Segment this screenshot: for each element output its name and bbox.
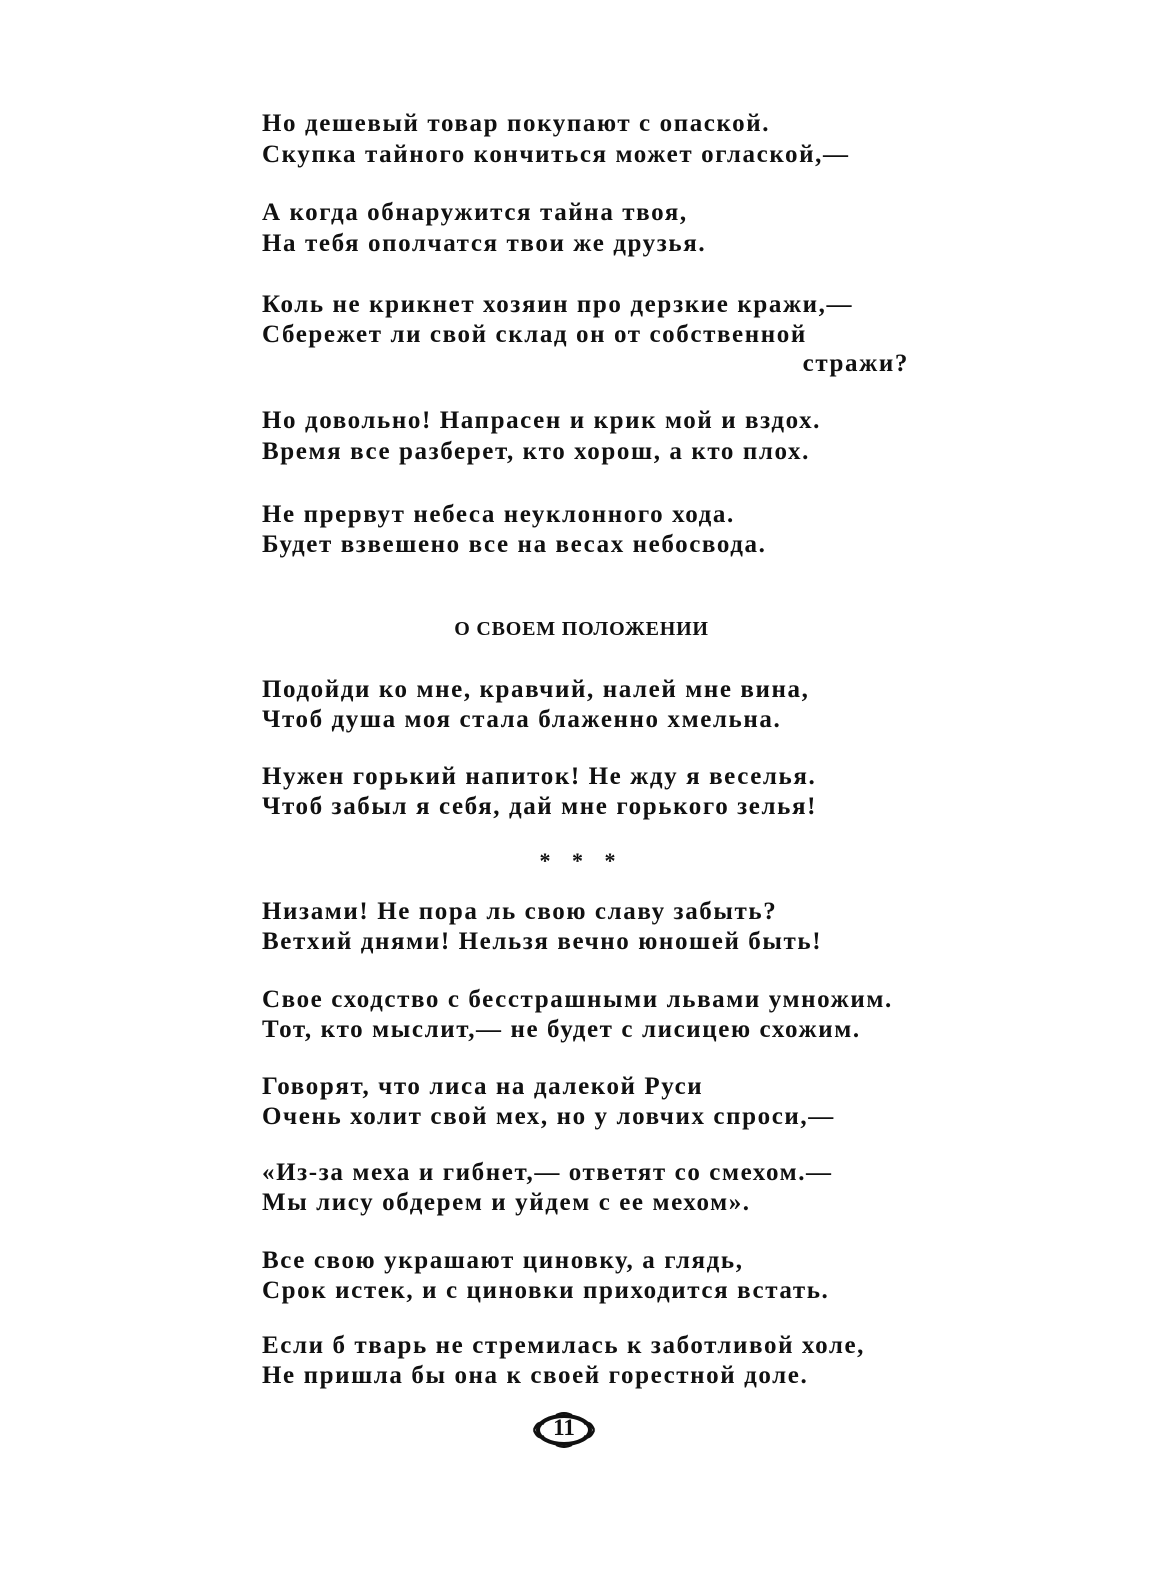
verse-line: Но дешевый товар покупают с опаской. xyxy=(262,110,771,137)
verse-line: Все свою украшают циновку, а глядь, xyxy=(262,1247,744,1274)
verse-line: Подойди ко мне, кравчий, налей мне вина, xyxy=(262,676,810,703)
verse-line: «Из-за меха и гибнет,— ответят со смехом.— xyxy=(262,1159,833,1186)
verse-line: Низами! Не пора ль свою славу забыть? xyxy=(262,898,778,925)
verse-line-continuation: стражи? xyxy=(802,350,909,377)
verse-line: Говорят, что лиса на далекой Руси xyxy=(262,1073,704,1100)
verse-line: Не пришла бы она к своей горестной доле. xyxy=(262,1362,809,1389)
verse-line: Срок истек, и с циновки приходится встать. xyxy=(262,1277,830,1304)
verse-line: Будет взвешено все на весах небосвода. xyxy=(262,531,767,558)
verse-line: Сбережет ли свой склад он от собственной xyxy=(262,321,807,348)
verse-line: Но довольно! Напрасен и крик мой и вздох. xyxy=(262,407,822,434)
verse-line: Время все разберет, кто хорош, а кто плох. xyxy=(262,438,810,465)
verse-line: Не прервут небеса неуклонного хода. xyxy=(262,501,735,528)
verse-line: На тебя ополчатся твои же друзья. xyxy=(262,230,707,257)
verse-line: Скупка тайного кончиться может оглаской,— xyxy=(262,141,850,168)
page-number xyxy=(530,1412,598,1448)
verse-line: Коль не крикнет хозяин про дерзкие кражи,— xyxy=(262,291,854,318)
verse-line: Тот, кто мыслит,— не будет с лисицею схожим. xyxy=(262,1016,861,1043)
verse-line: Ветхий днями! Нельзя вечно юношей быть! xyxy=(262,928,823,955)
section-title: О СВОЕМ ПОЛОЖЕНИИ xyxy=(454,618,709,640)
section-separator: * * * xyxy=(539,848,624,873)
verse-line: Свое сходство с бесстрашными львами умножим. xyxy=(262,986,893,1013)
verse-line: Мы лису обдерем и уйдем с ее мехом». xyxy=(262,1189,751,1216)
verse-line: Очень холит свой мех, но у ловчих спроси,— xyxy=(262,1103,835,1130)
verse-line: А когда обнаружится тайна твоя, xyxy=(262,199,688,226)
verse-line: Если б тварь не стремилась к заботливой холе, xyxy=(262,1332,866,1359)
verse-line: Чтоб душа моя стала блаженно хмельна. xyxy=(262,706,782,733)
verse-line: Нужен горький напиток! Не жду я веселья. xyxy=(262,763,817,790)
verse-line: Чтоб забыл я себя, дай мне горького зелья! xyxy=(262,793,817,820)
page-number-text: 11 xyxy=(553,1415,575,1440)
